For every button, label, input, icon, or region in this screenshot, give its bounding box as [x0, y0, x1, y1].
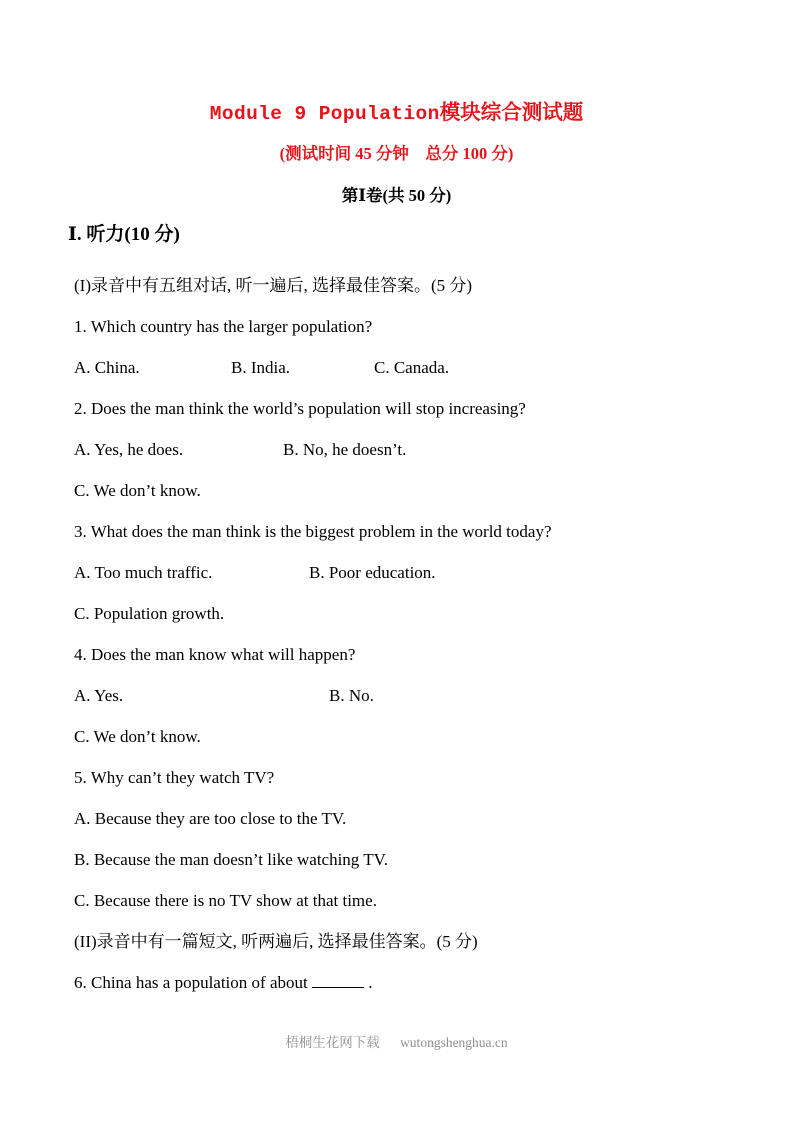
- question-stem: 1. Which country has the larger population?: [74, 316, 373, 336]
- question-list: [0, 246, 793, 1003]
- option-choice[interactable]: B. No.: [329, 685, 374, 705]
- footer-watermark: [0, 1036, 793, 1051]
- page-title: [0, 0, 793, 125]
- question-stem: 4. Does the man know what will happen?: [74, 644, 356, 664]
- part-two-instruction: (II)录音中有一篇短文, 听两遍后, 选择最佳答案。(5 分): [74, 931, 478, 951]
- footer-spacer: [380, 1035, 400, 1050]
- option-choice[interactable]: B. No, he doesn’t.: [283, 439, 407, 459]
- option-row: [0, 347, 793, 388]
- paper-heading: 第Ⅰ卷(共 50 分): [341, 185, 452, 205]
- option-row: [0, 552, 793, 593]
- question-6-text-after: .: [363, 972, 373, 992]
- option-row: [0, 470, 793, 511]
- option-choice[interactable]: A. Too much traffic.: [74, 562, 213, 582]
- option-row: [0, 716, 793, 757]
- option-choice[interactable]: C. Because there is no TV show at that time.: [74, 890, 377, 910]
- option-choice[interactable]: B. Poor education.: [309, 562, 436, 582]
- option-choice[interactable]: B. Because the man doesn’t like watching TV.: [74, 849, 388, 869]
- option-choice[interactable]: C. We don’t know.: [74, 726, 201, 746]
- option-choice[interactable]: C. We don’t know.: [74, 480, 201, 500]
- page-title-english: Module 9 Population: [209, 103, 440, 125]
- option-row: [0, 798, 793, 839]
- option-choice[interactable]: C. Canada.: [374, 357, 450, 377]
- option-choice[interactable]: B. India.: [231, 357, 291, 377]
- page-subtitle: (测试时间 45 分钟 总分 100 分): [279, 144, 514, 164]
- option-choice[interactable]: A. Yes.: [74, 685, 124, 705]
- option-choice[interactable]: A. Because they are too close to the TV.: [74, 808, 347, 828]
- option-choice[interactable]: C. Population growth.: [74, 603, 225, 623]
- question-stem: 3. What does the man think is the biggest problem in the world today?: [74, 521, 552, 541]
- question-stem-fill-blank: [0, 962, 793, 1003]
- option-choice[interactable]: A. Yes, he does.: [74, 439, 184, 459]
- option-row: [0, 839, 793, 880]
- answer-blank[interactable]: [312, 974, 364, 988]
- question-stem: 2. Does the man think the world’s population will stop increasing?: [74, 398, 526, 418]
- option-row: [0, 675, 793, 716]
- question-6-text-before: 6. China has a population of about: [74, 972, 312, 992]
- option-row: [0, 593, 793, 634]
- option-row: [0, 429, 793, 470]
- option-choice[interactable]: A. China.: [74, 357, 140, 377]
- option-row: [0, 880, 793, 921]
- footer-site-url: wutongshenghua.cn: [400, 1035, 508, 1050]
- question-stem: 5. Why can’t they watch TV?: [74, 767, 275, 787]
- page-title-chinese: 模块综合测试题: [439, 102, 584, 124]
- section-heading-listening: Ⅰ. 听力(10 分): [68, 223, 180, 245]
- part-one-instruction: (I)录音中有五组对话, 听一遍后, 选择最佳答案。(5 分): [74, 275, 473, 295]
- footer-site-name: 梧桐生花网下载: [285, 1035, 380, 1050]
